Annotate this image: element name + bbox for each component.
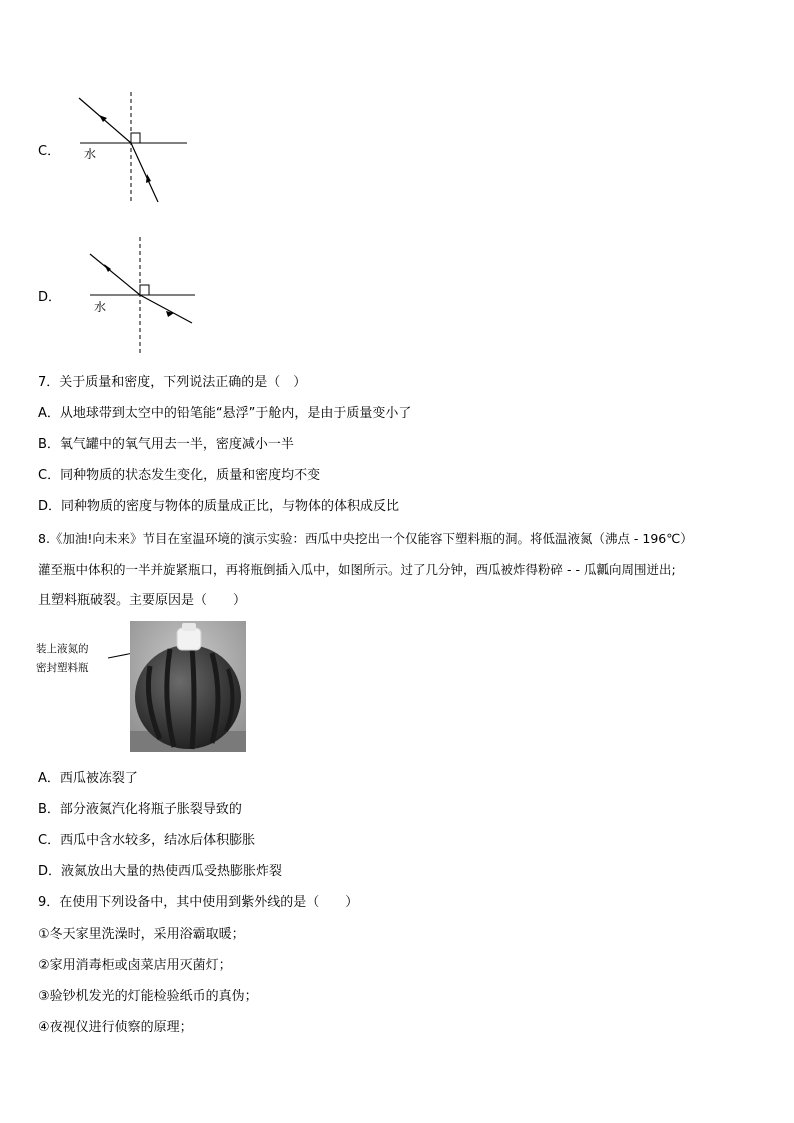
water-label: 水: [84, 147, 97, 161]
refracted-ray: [79, 98, 131, 143]
q8-stem-line1: 8.《加油!向未来》节目在室温环境的演示实验：西瓜中央挖出一个仅能容下塑料瓶的洞。将低温液氮（沸点 - 196℃）: [38, 531, 693, 546]
q8-option-d: D．液氮放出大量的热使西瓜受热膨胀炸裂: [38, 864, 283, 879]
arrow-icon: [146, 174, 151, 183]
q9-item-1: ①冬天家里洗澡时，采用浴霸取暖；: [38, 927, 245, 942]
right-angle-mark: [131, 133, 140, 143]
q9-stem: 9．在使用下列设备中，其中使用到紫外线的是（ ）: [38, 895, 359, 910]
q8-option-c: C．西瓜中含水较多，结冰后体积膨胀: [38, 833, 256, 848]
option-c-label: C．: [38, 144, 61, 159]
q7-option-c: C．同种物质的状态发生变化，质量和密度均不变: [38, 468, 321, 483]
refraction-diagram-c: [70, 92, 200, 207]
right-angle-mark: [140, 285, 149, 295]
incident-ray: [90, 254, 140, 295]
q9-item-2: ②家用消毒柜或卤菜店用灭菌灯；: [38, 958, 232, 973]
figure-caption: [36, 640, 89, 678]
q9-item-4: ④夜视仪进行侦察的原理；: [38, 1020, 193, 1035]
bottle-cap: [182, 623, 196, 631]
refraction-diagram-d: [80, 237, 210, 357]
q9-item-3: ③验钞机发光的灯能检验纸币的真伪；: [38, 989, 258, 1004]
incident-ray: [131, 143, 158, 202]
q8-option-a: A．西瓜被冻裂了: [38, 771, 138, 786]
water-label: 水: [94, 300, 107, 314]
q8-stem-line2: 灌至瓶中体积的一半并旋紧瓶口，再将瓶倒插入瓜中，如图所示。过了几分钟，西瓜被炸得粉碎 - - 瓜瓤向周围迸出;: [38, 562, 676, 577]
plastic-bottle: [177, 628, 201, 650]
option-d-label: D．: [38, 290, 62, 305]
caption-line: 装上液氮的: [36, 643, 89, 655]
q7-option-d: D．同种物质的密度与物体的质量成正比，与物体的体积成反比: [38, 499, 400, 514]
arrow-icon: [166, 311, 174, 317]
q7-stem: 7．关于质量和密度，下列说法正确的是（ ）: [38, 375, 307, 390]
refracted-ray: [140, 295, 192, 323]
caption-line: 密封塑料瓶: [36, 662, 89, 674]
watermelon-photo: [130, 621, 246, 752]
q8-option-b: B．部分液氮汽化将瓶子胀裂导致的: [38, 802, 242, 817]
q7-option-a: A．从地球带到太空中的铅笔能“悬浮”于舱内，是由于质量变小了: [38, 406, 412, 421]
q7-option-b: B．氧气罐中的氧气用去一半，密度减小一半: [38, 437, 294, 452]
q8-stem-line3: 且塑料瓶破裂。主要原因是（ ）: [38, 593, 247, 608]
